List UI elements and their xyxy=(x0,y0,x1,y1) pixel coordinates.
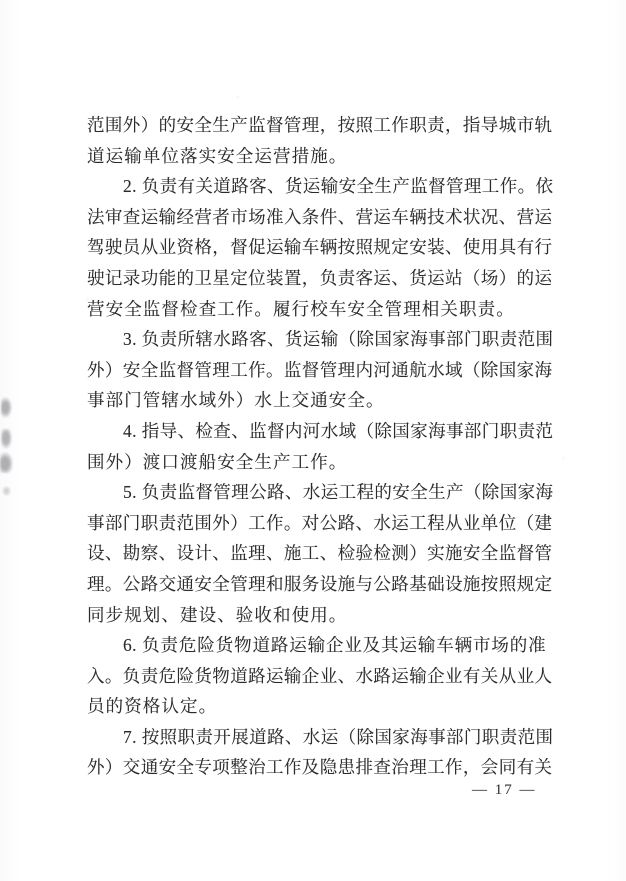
scan-smudge-artifact xyxy=(1,429,12,449)
document-text-block xyxy=(87,110,554,783)
text-line: 同步规划、建设、验收和使用。 xyxy=(87,604,348,625)
page-number: — 17 — xyxy=(472,782,537,798)
scan-smudge-artifact xyxy=(0,452,13,473)
text-line: 道运输单位落实安全运营措施。 xyxy=(87,145,348,166)
text-line: 5. 负责监督管理公路、水运工程的安全生产（除国家海 xyxy=(123,482,554,503)
text-line: 事部门管辖水域外）水上交通安全。 xyxy=(87,390,385,411)
scan-smudge-artifact xyxy=(2,486,11,496)
text-line: 6. 负责危险货物道路运输企业及其运输车辆市场的准 xyxy=(123,635,546,656)
text-line: 驶记录功能的卫星定位装置，负责客运、货运站（场）的运 xyxy=(87,267,553,288)
text-line: 范围外）的安全生产监督管理，按照工作职责，指导城市轨 xyxy=(87,115,553,135)
text-line: 员的资格认定。 xyxy=(87,696,218,717)
text-line: 外）交通安全专项整治工作及隐患排查治理工作，会同有关 xyxy=(87,757,553,778)
text-line: 入。负责危险货物道路运输企业、水路运输企业有关从业人 xyxy=(87,665,553,686)
text-line: 理。公路交通安全管理和服务设施与公路基础设施按照规定 xyxy=(87,573,553,594)
text-line: 4. 指导、检查、监督内河水域（除国家海事部门职责范 xyxy=(123,420,554,441)
text-line: 驾驶员从业资格，督促运输车辆按照规定安装、使用具有行 xyxy=(87,237,553,258)
text-line: 事部门职责范围外）工作。对公路、水运工程从业单位（建 xyxy=(87,512,553,533)
text-line: 设、勘察、设计、监理、施工、检验检测）实施安全监督管 xyxy=(87,543,553,564)
text-line: 围外）渡口渡船安全生产工作。 xyxy=(87,451,348,472)
text-line: 法审查运输经营者市场准入条件、营运车辆技术状况、营运 xyxy=(87,206,553,227)
text-line: 3. 负责所辖水路客、货运输（除国家海事部门职责范围 xyxy=(123,329,554,350)
text-line: 外）安全监督管理工作。监督管理内河通航水域（除国家海 xyxy=(87,359,553,380)
text-line: 7. 按照职责开展道路、水运（除国家海事部门职责范围 xyxy=(123,726,554,747)
scan-smudge-artifact xyxy=(1,397,12,418)
text-line: 营安全监督检查工作。履行校车安全管理相关职责。 xyxy=(87,298,515,319)
text-line: 2. 负责有关道路客、货运输安全生产监督管理工作。依 xyxy=(123,176,554,197)
